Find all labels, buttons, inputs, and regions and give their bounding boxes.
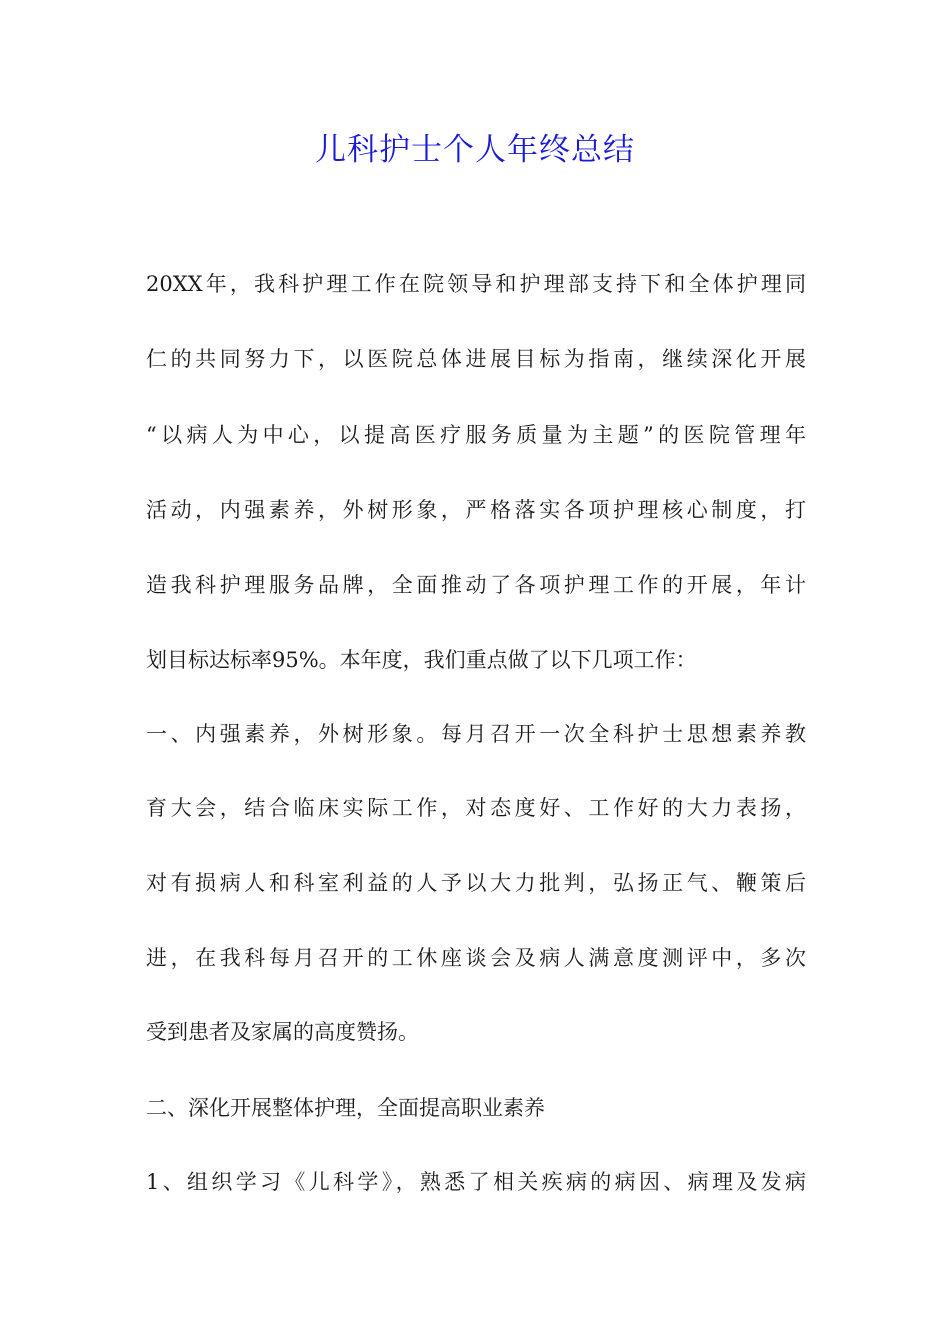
body-line: 活动，内强素养，外树形象，严格落实各项护理核心制度，打 [146, 498, 806, 522]
document-title: 儿科护士个人年终总结 [315, 132, 635, 168]
section-heading: 二、深化开展整体护理，全面提高职业素养 [146, 1096, 545, 1120]
body-line: 20XX年，我科护理工作在院领导和护理部支持下和全体护理同 [146, 272, 806, 296]
body-line: 一、内强素养，外树形象。每月召开一次全科护士思想素养教 [146, 722, 806, 746]
body-line: 对有损病人和科室利益的人予以大力批判，弘扬正气、鞭策后 [146, 871, 806, 895]
body-line: 育大会，结合临床实际工作，对态度好、工作好的大力表扬， [146, 796, 806, 820]
body-line: 造我科护理服务品牌，全面推动了各项护理工作的开展，年计 [146, 573, 806, 597]
body-line: “以病人为中心，以提高医疗服务质量为主题”的医院管理年 [146, 423, 806, 447]
body-line: 仁的共同努力下，以医院总体进展目标为指南，继续深化开展 [146, 347, 806, 371]
body-line: 1、组织学习《儿科学》，熟悉了相关疾病的病因、病理及发病 [146, 1170, 806, 1194]
body-line: 受到患者及家属的高度赞扬。 [146, 1020, 419, 1044]
body-line: 划目标达标率95%。本年度，我们重点做了以下几项工作： [146, 648, 697, 672]
body-line: 进，在我科每月召开的工休座谈会及病人满意度测评中，多次 [146, 946, 806, 970]
